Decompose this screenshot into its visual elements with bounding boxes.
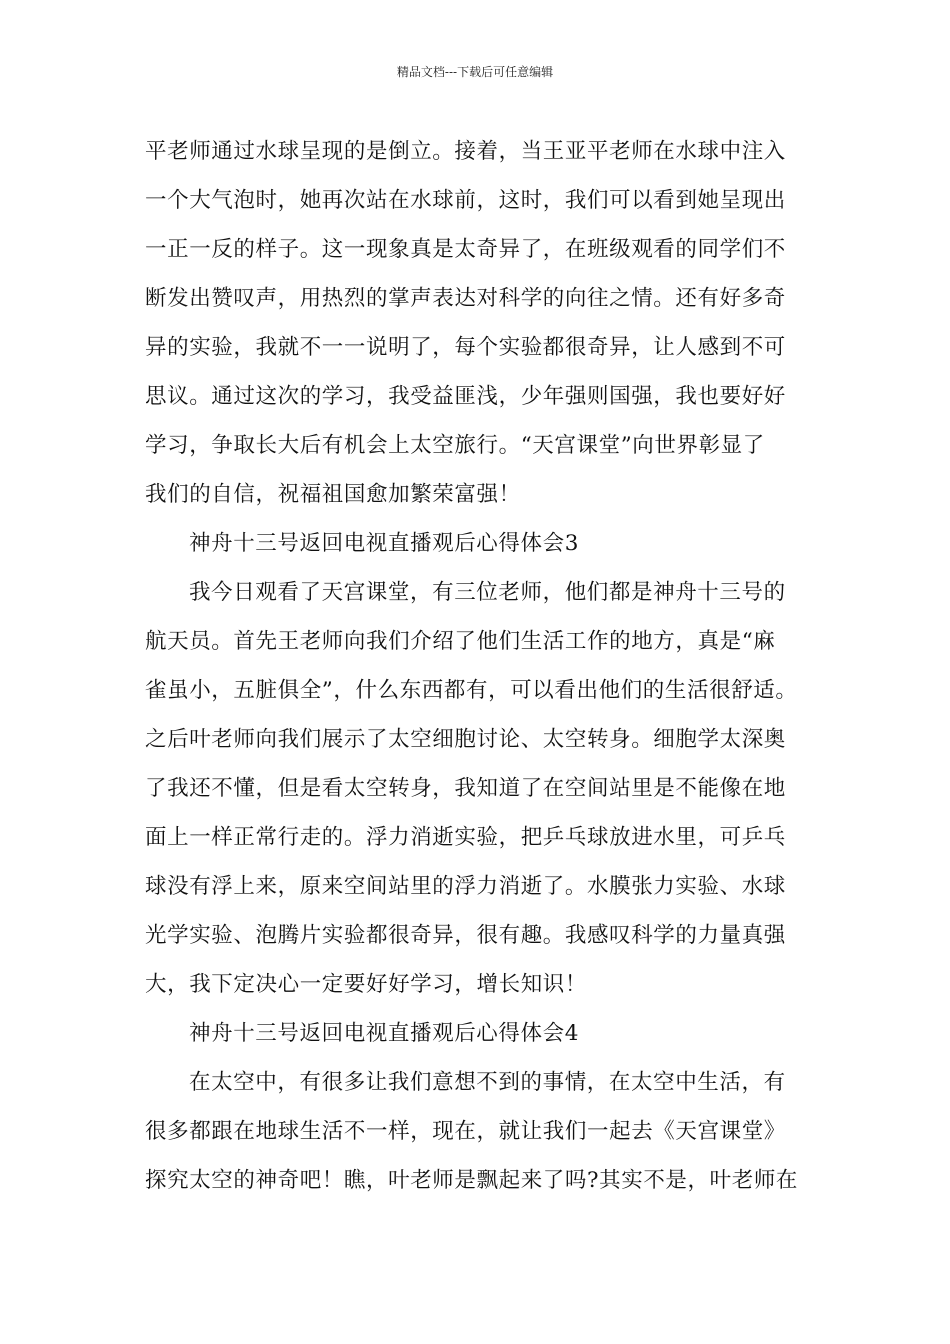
text-line: 光学实验、泡腾片实验都很奇异，很有趣。我感叹科学的力量真强 bbox=[145, 923, 786, 948]
text-line: 我今日观看了天宫课堂，有三位老师，他们都是神舟十三号的 bbox=[189, 580, 786, 605]
text-line: 球没有浮上来，原来空间站里的浮力消逝了。水膜张力实验、水球 bbox=[145, 874, 786, 899]
text-line: 探究太空的神奇吧！瞧，叶老师是飘起来了吗?其实不是，叶老师在 bbox=[145, 1168, 799, 1193]
text-line: 很多都跟在地球生活不一样，现在，就让我们一起去《天宫课堂》 bbox=[145, 1119, 786, 1144]
text-line: 雀虽小，五脏俱全”，什么东西都有，可以看出他们的生活很舒适。 bbox=[145, 678, 798, 703]
text-line: 思议。通过这次的学习，我受益匪浅，少年强则国强，我也要好好 bbox=[145, 384, 786, 409]
section-heading: 神舟十三号返回电视直播观后心得体会3 bbox=[189, 531, 579, 556]
text-line: 了我还不懂，但是看太空转身，我知道了在空间站里是不能像在地 bbox=[145, 776, 786, 801]
text-line: 在太空中，有很多让我们意想不到的事情，在太空中生活，有 bbox=[189, 1070, 786, 1095]
text-line: 一个大气泡时，她再次站在水球前，这时，我们可以看到她呈现出 bbox=[145, 188, 786, 213]
document-body bbox=[145, 132, 813, 1210]
text-line: 一正一反的样子。这一现象真是太奇异了，在班级观看的同学们不 bbox=[145, 237, 786, 262]
text-line: 学习，争取长大后有机会上太空旅行。“天宫课堂”向世界彰显了 bbox=[145, 433, 765, 458]
text-line: 我们的自信，祝福祖国愈加繁荣富强！ bbox=[145, 482, 521, 507]
section-heading: 神舟十三号返回电视直播观后心得体会4 bbox=[189, 1021, 579, 1046]
text-line: 断发出赞叹声，用热烈的掌声表达对科学的向往之情。还有好多奇 bbox=[145, 286, 786, 311]
text-line: 航天员。首先王老师向我们介绍了他们生活工作的地方，真是“麻 bbox=[145, 629, 776, 654]
text-line: 异的实验，我就不一一说明了，每个实验都很奇异，让人感到不可 bbox=[145, 335, 786, 360]
text-line: 平老师通过水球呈现的是倒立。接着，当王亚平老师在水球中注入 bbox=[145, 139, 786, 164]
text-line: 面上一样正常行走的。浮力消逝实验，把乒乓球放进水里，可乒乓 bbox=[145, 825, 786, 850]
page-header: 精品文档---下载后可任意编辑 bbox=[396, 65, 554, 79]
text-line: 大，我下定决心一定要好好学习，增长知识！ bbox=[145, 972, 588, 997]
text-line: 之后叶老师向我们展示了太空细胞讨论、太空转身。细胞学太深奥 bbox=[145, 727, 786, 752]
